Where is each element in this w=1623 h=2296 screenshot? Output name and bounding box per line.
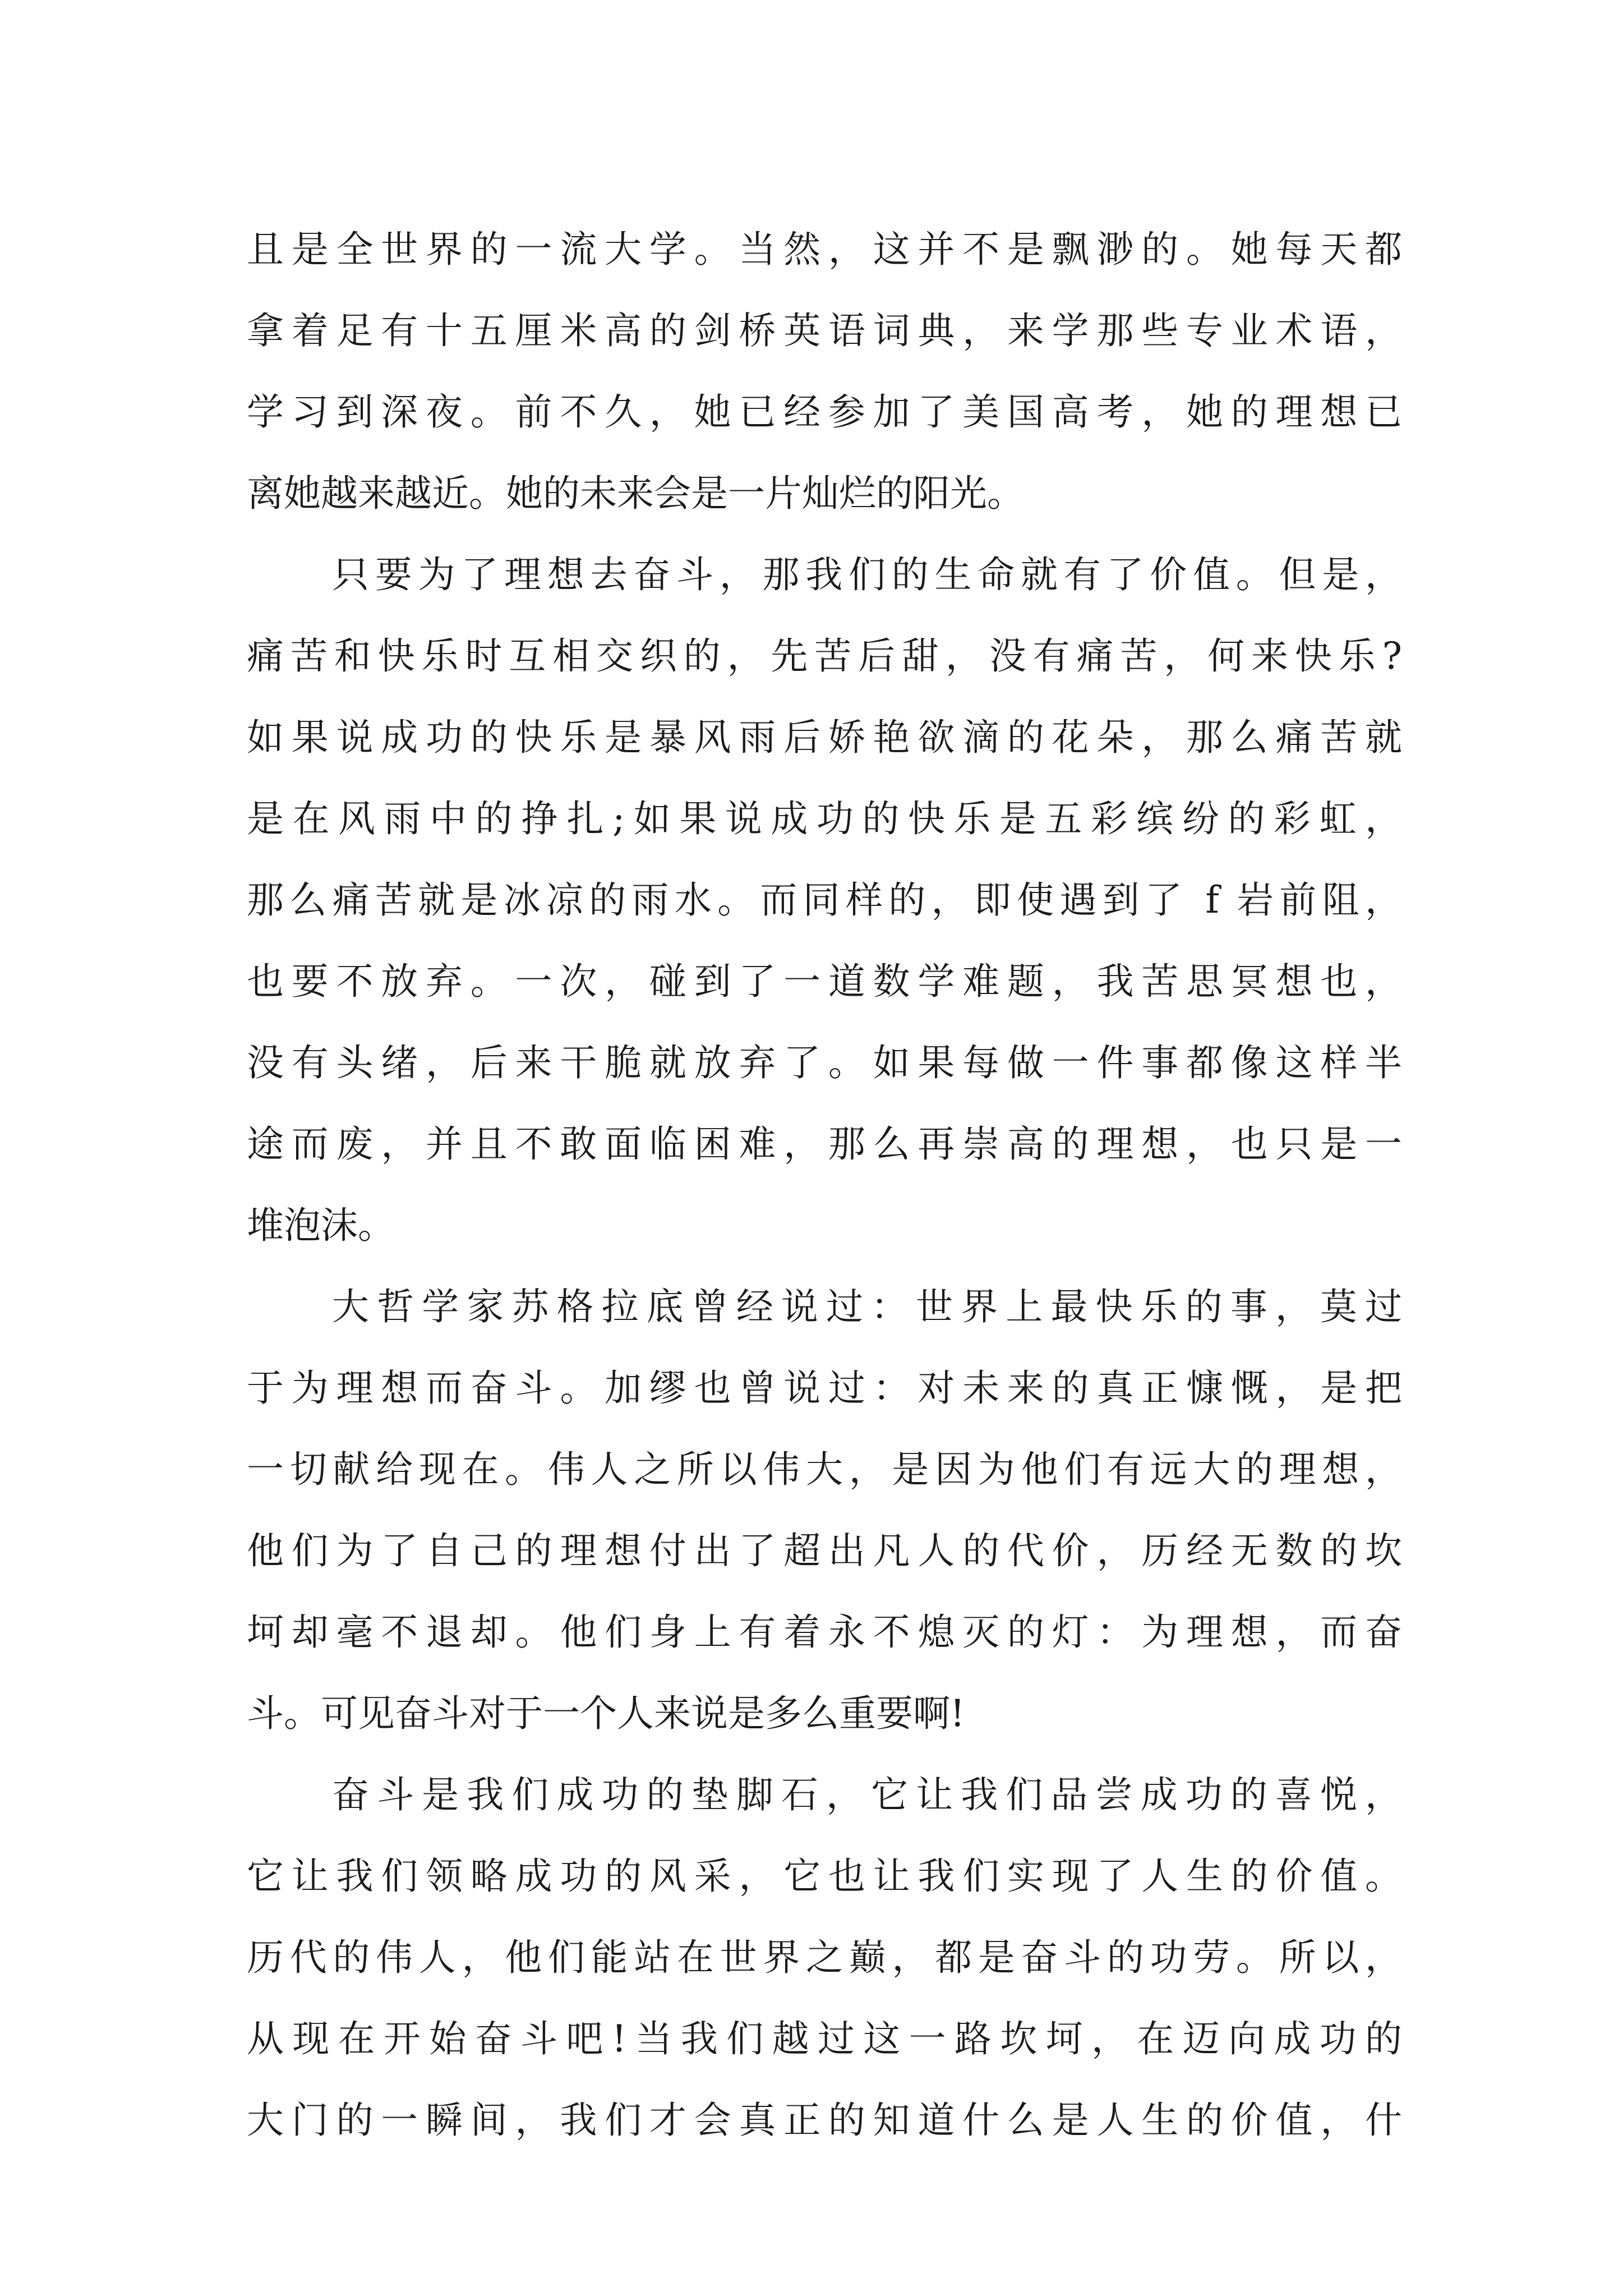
- text-line: 于为理想而奋斗。加缪也曾说过：对未来的真正慷慨，是把: [247, 1366, 1402, 1410]
- text-line: 那么痛苦就是冰凉的雨水。而同样的，即使遇到了 f 岩前阻，: [247, 878, 1402, 922]
- text-line: 拿着足有十五厘米高的剑桥英语词典，来学那些专业术语，: [247, 309, 1402, 352]
- text-line: 从现在开始奋斗吧!当我们越过这一路坎坷，在迈向成功的: [247, 2017, 1402, 2060]
- text-line: 没有头绪，后来干脆就放弃了。如果每做一件事都像这样半: [247, 1041, 1402, 1084]
- text-line: 他们为了自己的理想付出了超出凡人的代价，历经无数的坎: [247, 1529, 1402, 1572]
- text-line: 途而废，并且不敢面临困难，那么再崇高的理想，也只是一: [247, 1122, 1402, 1166]
- paragraph-start-line: 大哲学家苏格拉底曾经说过：世界上最快乐的事，莫过: [332, 1285, 1402, 1328]
- text-line: 斗。可见奋斗对于一个人来说是多么重要啊!: [247, 1692, 965, 1735]
- text-line: 如果说成功的快乐是暴风雨后娇艳欲滴的花朵，那么痛苦就: [247, 716, 1402, 759]
- text-line: 它让我们领略成功的风采，它也让我们实现了人生的价值。: [247, 1855, 1402, 1898]
- text-line: 大门的一瞬间，我们才会真正的知道什么是人生的价值，什: [247, 2099, 1402, 2142]
- text-line: 坷却毫不退却。他们身上有着永不熄灭的灯：为理想，而奋: [247, 1611, 1402, 1654]
- text-line: 一切献给现在。伟人之所以伟大，是因为他们有远大的理想，: [247, 1448, 1402, 1491]
- text-line: 堆泡沫。: [247, 1204, 395, 1247]
- text-line: 历代的伟人，他们能站在世界之巅，都是奋斗的功劳。所以，: [247, 1936, 1402, 1979]
- paragraph-start-line: 只要为了理想去奋斗，那我们的生命就有了价值。但是，: [332, 553, 1402, 596]
- text-line: 且是全世界的一流大学。当然，这并不是飘渺的。她每天都: [247, 228, 1402, 271]
- text-line: 离她越来越近。她的未来会是一片灿烂的阳光。: [247, 472, 1024, 515]
- body-text: [247, 209, 1402, 2161]
- paragraph-start-line: 奋斗是我们成功的垫脚石，它让我们品尝成功的喜悦，: [332, 1773, 1402, 1816]
- text-line: 也要不放弃。一次，碰到了一道数学难题，我苦思冥想也，: [247, 960, 1402, 1003]
- text-line: 学习到深夜。前不久，她已经参加了美国高考，她的理想已: [247, 390, 1402, 434]
- text-line: 是在风雨中的挣扎;如果说成功的快乐是五彩缤纷的彩虹，: [247, 797, 1402, 840]
- text-line: 痛苦和快乐时互相交织的，先苦后甜，没有痛苦，何来快乐?: [247, 634, 1402, 678]
